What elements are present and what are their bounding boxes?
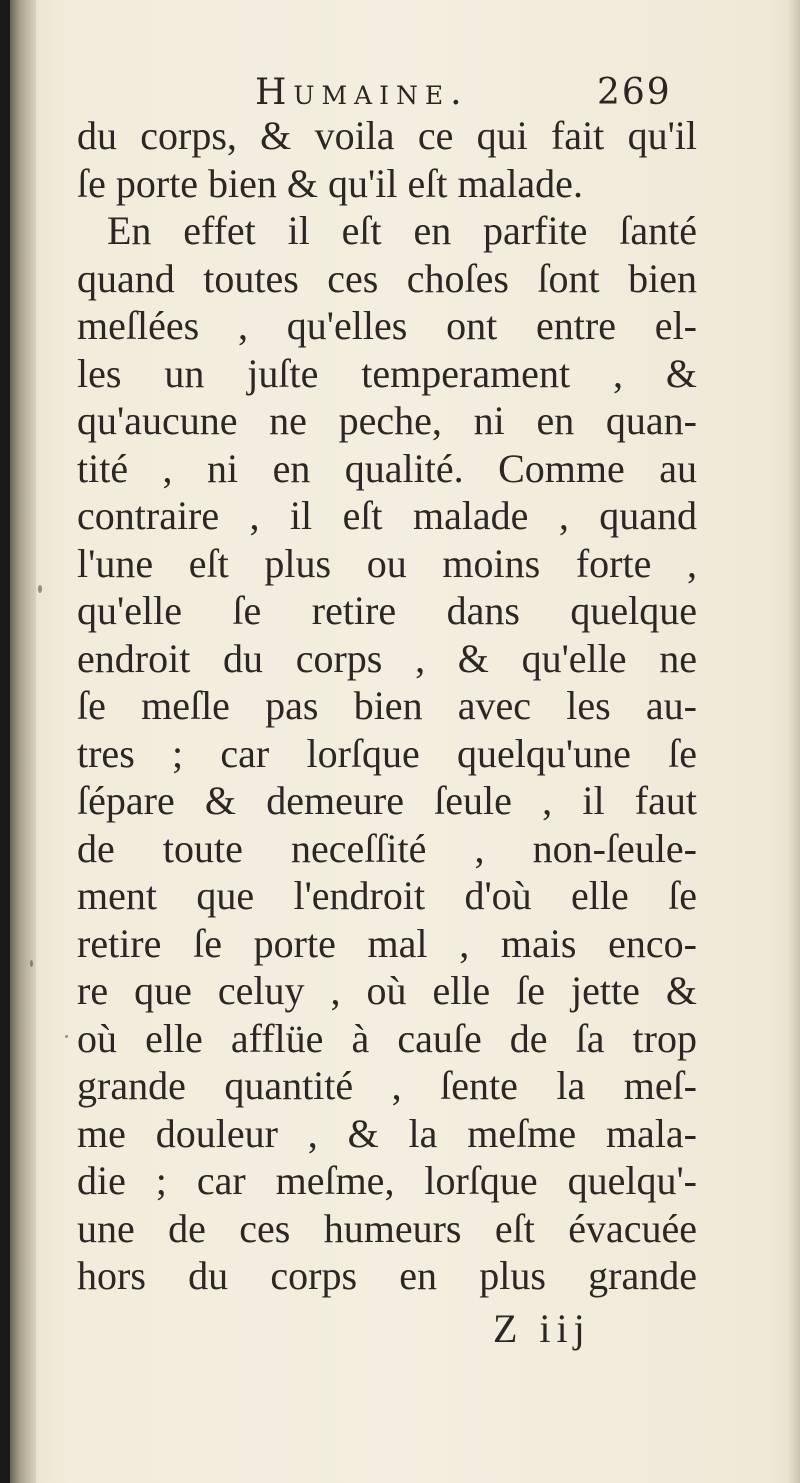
text-line: hors du corps en plus grande — [77, 1253, 697, 1298]
page-edge — [788, 0, 800, 1483]
text-line: die ; car meſme, lorſque quelqu'- — [77, 1158, 697, 1203]
text-line: ſe porte bien & qu'il eſt malade. — [77, 160, 583, 206]
ink-speck — [30, 960, 33, 967]
text-line: l'une eſt plus ou moins forte , — [77, 540, 697, 586]
text-line: tres ; car lorſque quelqu'une ſe — [77, 730, 697, 776]
text-line: du corps, & voila ce qui fait qu'il — [77, 113, 697, 158]
ink-speck — [38, 585, 42, 593]
text-line: quand toutes ces choſes ſont bien — [77, 255, 697, 301]
page-gutter — [10, 0, 36, 1483]
page-number: 269 — [597, 72, 672, 113]
text-line: meſlées , qu'elles ont entre el- — [77, 303, 697, 348]
text-line: ſépare & demeure ſeule , il faut — [77, 778, 697, 823]
text-line: retire ſe porte mal , mais enco- — [77, 920, 697, 966]
text-line: qu'elle ſe retire dans quelque — [77, 588, 697, 633]
text-line: ſe meſle pas bien avec les au- — [77, 683, 697, 728]
text-line: contraire , il eſt malade , quand — [77, 493, 697, 538]
signature-mark: Z iij — [493, 1306, 591, 1351]
text-line: qu'aucune ne peche, ni en quan- — [77, 398, 697, 443]
body-text — [77, 112, 697, 1300]
text-line: me douleur , & la meſme mala- — [77, 1110, 697, 1156]
text-line: grande quantité , ſente la meſ- — [77, 1063, 697, 1108]
text-line: une de ces humeurs eſt évacuée — [77, 1205, 697, 1251]
text-line: endroit du corps , & qu'elle ne — [77, 635, 697, 681]
running-head: Humaine. — [255, 72, 469, 113]
text-line: tité , ni en qualité. Comme au — [77, 445, 697, 491]
text-line: re que celuy , où elle ſe jette & — [77, 968, 697, 1013]
text-line: de toute neceſſité , non-ſeule- — [77, 825, 697, 871]
text-line: En effet il eſt en parfite ſanté — [107, 208, 697, 253]
book-page — [10, 0, 800, 1483]
text-line: ment que l'endroit d'où elle ſe — [77, 873, 697, 918]
text-line: les un juſte temperament , & — [77, 350, 697, 396]
ink-speck — [65, 1035, 68, 1038]
text-line: où elle afflüe à cauſe de ſa trop — [77, 1015, 697, 1061]
